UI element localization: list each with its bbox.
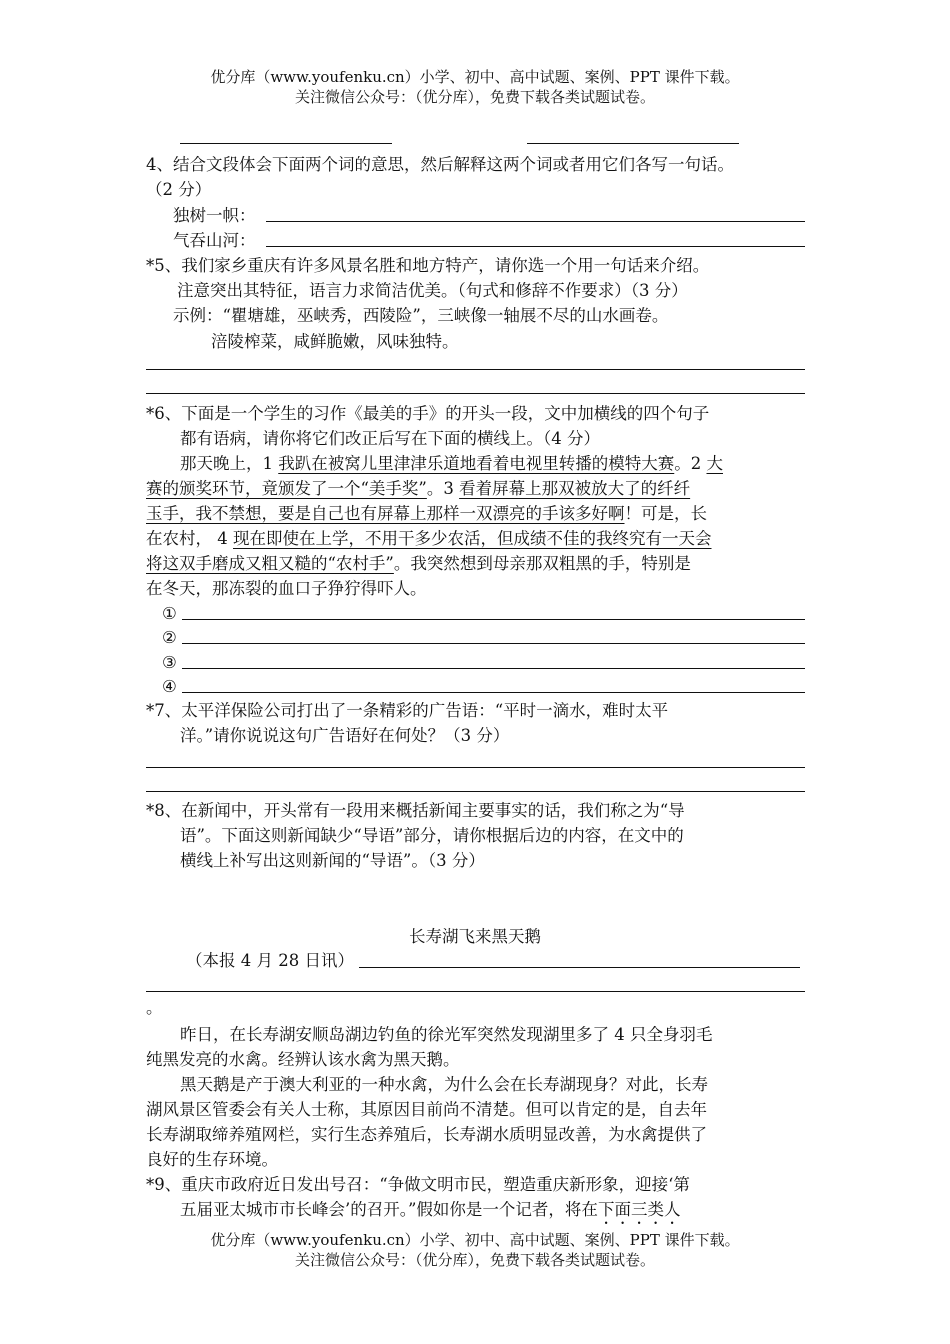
q6-passage-line-4 [146,526,712,552]
news-title: 长寿湖飞来黑天鹅 [409,927,541,946]
q6-flawed-sentence-4: 将这双手磨成又粗又糙的“农村手” [146,554,394,573]
q6-text: 那天晚上，1 [180,454,279,473]
q7-line-1: *7、太平洋保险公司打出了一条精彩的广告语：“平时一滴水，难时太平 [146,701,669,720]
q5-answer-line-2[interactable] [146,393,805,394]
q6-flawed-sentence-2: 大 [706,454,723,473]
q6-answer-line-4[interactable] [182,692,805,693]
lead-answer-line-2[interactable] [146,991,805,992]
header-line-1: 优分库（www.youfenku.cn）小学、初中、高中试题、案例、PPT 课件下载。 [210,68,740,86]
q6-text: 。我突然想到母亲那双粗黑的手，特别是 [393,554,691,573]
q9-emphasized-text: 下面三类人 [597,1200,681,1219]
q6-text: 在农村， 4 [146,529,233,548]
q6-flawed-sentence-4: 现在即使在上学，不用干多少农活，但成绩不佳的我终究有一天会 [233,529,712,548]
q5-line-2: 注意突出其特征，语言力求简洁优美。（句式和修辞不作要求）（3 分） [177,281,688,300]
q4-word-1: 独树一帜： [173,206,256,225]
news-dateline: （本报 4 月 28 日讯） [186,951,354,970]
q8-line-1: *8、在新闻中，开头常有一段用来概括新闻主要事实的话，我们称之为“导 [146,801,685,820]
q6-answer-line-1[interactable] [182,619,805,620]
q6-answer-line-2[interactable] [182,643,805,644]
q6-text: ！可是，长 [624,504,707,523]
q7-answer-line-1[interactable] [146,767,805,768]
q6-passage-line-1 [180,451,723,477]
q4-word-2: 气吞山河： [173,231,256,250]
answer-blank[interactable] [527,143,739,144]
news-para-2-line-2: 湖风景区管委会有关人士称，其原因目前尚不清楚。但可以肯定的是，自去年 [146,1100,707,1119]
q6-flawed-sentence-3: 玉手，我不禁想，要是自己也有屏幕上那样一双漂亮的手该多好啊 [146,504,625,523]
q9-text: 五届亚太城市市长峰会’的召开。”假如你是一个记者，将在 [180,1200,598,1219]
lead-period: 。 [146,998,163,1017]
q6-flawed-sentence-1: 我趴在被窝儿里津津乐道地看着电视里转播的模特大赛 [278,454,675,473]
q7-answer-line-2[interactable] [146,791,805,792]
q5-line-3: 示例：“瞿塘雄，巫峡秀，西陵险”，三峡像一轴展不尽的山水画卷。 [173,306,669,325]
q6-blank-label-1: ① [162,604,177,623]
q5-line-1: *5、我们家乡重庆有许多风景名胜和地方特产，请你选一个用一句话来介绍。 [146,256,710,275]
q6-blank-label-4: ④ [162,677,177,696]
q5-answer-line-1[interactable] [146,369,805,370]
q9-line-2 [180,1197,680,1228]
q6-passage-line-2 [146,476,690,502]
q6-blank-label-2: ② [162,628,177,647]
q6-line-2: 都有语病，请你将它们改正后写在下面的横线上。（4 分） [180,429,600,448]
q6-passage-line-3 [146,501,707,527]
news-para-2-line-1: 黑天鹅是产于澳大利亚的一种水禽，为什么会在长寿湖现身？对此，长寿 [180,1075,708,1094]
q8-line-2: 语”。下面这则新闻缺少“导语”部分，请你根据后边的内容，在文中的 [180,826,684,845]
news-para-2-line-3: 长寿湖取缔养殖网栏，实行生态养殖后，长寿湖水质明显改善，为水禽提供了 [146,1125,707,1144]
news-para-1-line-1: 昨日，在长寿湖安顺岛湖边钓鱼的徐光军突然发现湖里多了 4 只全身羽毛 [180,1025,713,1044]
q6-passage-line-6: 在冬天，那冻裂的血口子狰狞得吓人。 [146,579,427,598]
q6-text: 。3 [426,479,460,498]
footer-line-1: 优分库（www.youfenku.cn）小学、初中、高中试题、案例、PPT 课件下载。 [210,1231,740,1249]
q6-text: 。2 [674,454,707,473]
q4-score: （2 分） [146,180,212,199]
q6-line-1: *6、下面是一个学生的习作《最美的手》的开头一段，文中加横线的四个句子 [146,404,710,423]
q9-line-1: *9、重庆市政府近日发出号召：“争做文明市民，塑造重庆新形象，迎接‘第 [146,1175,690,1194]
q6-flawed-sentence-2: 赛的颁奖环节，竟颁发了一个“美手奖” [146,479,427,498]
q5-line-4: 涪陵榨菜，咸鲜脆嫩，风味独特。 [211,332,459,351]
q4-stem: 4、结合文段体会下面两个词的意思，然后解释这两个词或者用它们各写一句话。 [146,155,734,174]
q6-passage-line-5 [146,551,691,577]
q4-answer-line-1[interactable] [266,221,805,222]
news-para-2-line-4: 良好的生存环境。 [146,1150,278,1169]
q6-blank-label-3: ③ [162,653,177,672]
lead-answer-line-1[interactable] [359,967,800,968]
q6-answer-line-3[interactable] [182,668,805,669]
news-para-1-line-2: 纯黑发亮的水禽。经辨认该水禽为黑天鹅。 [146,1050,460,1069]
q8-line-3: 横线上补写出这则新闻的“导语”。（3 分） [180,851,485,870]
q4-answer-line-2[interactable] [266,246,805,247]
header-line-2: 关注微信公众号：（优分库），免费下载各类试题试卷。 [294,88,655,106]
answer-blank[interactable] [180,143,392,144]
q6-flawed-sentence-3: 看着屏幕上那双被放大了的纤纤 [459,479,691,498]
q7-line-2: 洋。”请你说说这句广告语好在何处？（3 分） [180,726,510,745]
footer-line-2: 关注微信公众号：（优分库），免费下载各类试题试卷。 [294,1251,655,1269]
